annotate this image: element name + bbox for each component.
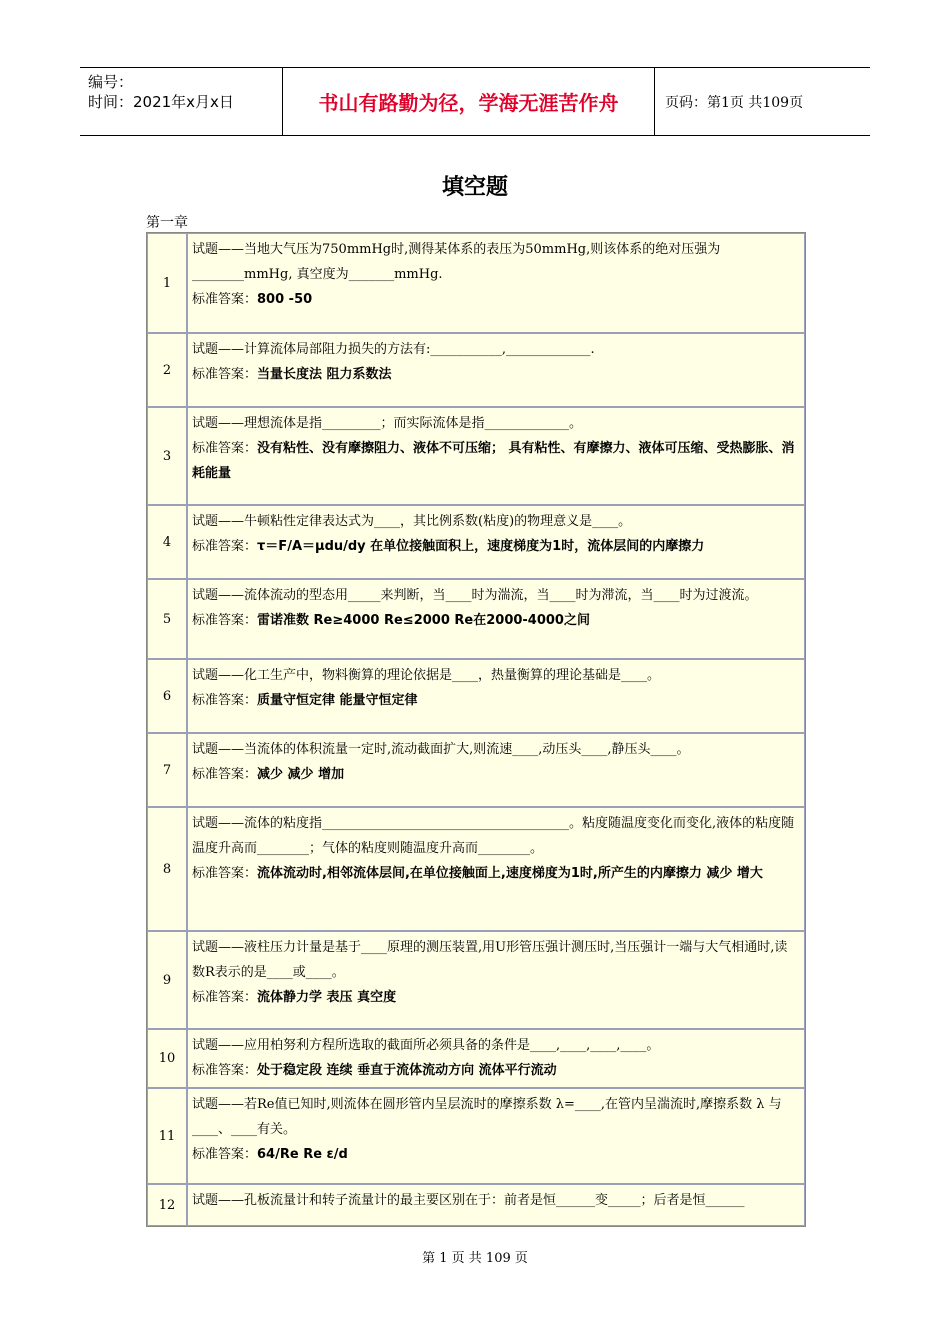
answer-line <box>192 1142 800 1167</box>
table-row <box>147 407 805 505</box>
document-title: 填空题 <box>441 175 508 200</box>
answer-text: 64/Re Re ε/d <box>257 1147 348 1162</box>
answer-text: 流体静力学 表压 真空度 <box>257 990 397 1005</box>
table-row <box>147 659 805 733</box>
question-number: 3 <box>147 407 187 505</box>
answer-label: 标准答案： <box>192 613 258 628</box>
question-number: 11 <box>147 1088 187 1184</box>
answer-label: 标准答案： <box>192 292 258 307</box>
question-number: 6 <box>147 659 187 733</box>
question-content <box>187 1029 805 1088</box>
table-row <box>147 233 805 333</box>
question-content <box>187 579 805 659</box>
question-text: 试题——化工生产中，物料衡算的理论依据是____，热量衡算的理论基础是____。 <box>192 668 661 683</box>
answer-label: 标准答案： <box>192 441 258 456</box>
answer-line <box>192 1058 800 1083</box>
answer-label: 标准答案： <box>192 1063 258 1078</box>
table-row <box>147 505 805 579</box>
answer-text: 当量长度法 阻力系数法 <box>257 367 392 382</box>
question-text: 试题——牛顿粘性定律表达式为____，其比例系数(粘度)的物理意义是____。 <box>192 514 632 529</box>
answer-line <box>192 534 800 559</box>
question-content <box>187 659 805 733</box>
question-number: 1 <box>147 233 187 333</box>
table-row <box>147 333 805 407</box>
question-text: 试题——当地大气压为750mmHg时,测得某体系的表压为50mmHg,则该体系的绝对压强为________mmHg, 真空度为_______mmHg. <box>192 242 721 282</box>
question-number: 8 <box>147 807 187 931</box>
question-number: 7 <box>147 733 187 807</box>
answer-text: 流体流动时,相邻流体层间,在单位接触面上,速度梯度为1时,所产生的内摩擦力 减少 增大 <box>257 866 763 881</box>
question-text: 试题——应用柏努利方程所选取的截面所必须具备的条件是____,____,____,____。 <box>192 1038 660 1053</box>
question-text: 试题——当流体的体积流量一定时,流动截面扩大,则流速____,动压头____,静压头____。 <box>192 742 690 757</box>
question-number: 9 <box>147 931 187 1029</box>
question-content <box>187 333 805 407</box>
answer-label: 标准答案： <box>192 767 258 782</box>
answer-label: 标准答案： <box>192 539 258 554</box>
question-number: 2 <box>147 333 187 407</box>
question-number: 5 <box>147 579 187 659</box>
question-text: 试题——若Re值已知时,则流体在圆形管内呈层流时的摩擦系数 λ=____,在管内呈湍流时,摩擦系数 λ 与____、____有关。 <box>192 1097 782 1137</box>
answer-line <box>192 762 800 787</box>
header-page-info: 页码：第1页 共109页 <box>665 94 804 111</box>
answer-text: 雷诺准数 Re≥4000 Re≤2000 Re在2000-4000之间 <box>257 613 590 628</box>
answer-line <box>192 608 800 633</box>
question-text: 试题——液柱压力计量是基于____原理的测压装置,用U形管压强计测压时,当压强计一端与大气相通时,读数R表示的是____或____。 <box>192 940 788 980</box>
table-row <box>147 1088 805 1184</box>
answer-text: 质量守恒定律 能量守恒定律 <box>257 693 418 708</box>
number-label: 编号： <box>88 73 134 91</box>
question-content <box>187 1184 805 1226</box>
answer-text: 没有粘性、没有摩擦阻力、液体不可压缩； 具有粘性、有摩擦力、液体可压缩、受热膨胀、消耗能量 <box>192 441 795 481</box>
table-row <box>147 1184 805 1226</box>
page-footer: 第 1 页 共 109 页 <box>422 1251 528 1266</box>
question-content <box>187 407 805 505</box>
answer-label: 标准答案： <box>192 866 258 881</box>
page-header <box>80 67 870 136</box>
time-label: 时间：2021年x月x日 <box>88 93 234 111</box>
answer-label: 标准答案： <box>192 693 258 708</box>
question-content <box>187 505 805 579</box>
answer-text: 800 -50 <box>257 292 313 307</box>
answer-label: 标准答案： <box>192 367 258 382</box>
answer-line <box>192 985 800 1010</box>
chapter-heading: 第一章 <box>146 215 188 231</box>
answer-text: τ＝F/A＝μdu/dy 在单位接触面积上，速度梯度为1时，流体层间的内摩擦力 <box>257 539 705 554</box>
header-info <box>80 68 282 135</box>
table-row <box>147 733 805 807</box>
question-content <box>187 807 805 931</box>
question-text: 试题——计算流体局部阻力损失的方法有:___________,_____________. <box>192 342 595 357</box>
question-number: 10 <box>147 1029 187 1088</box>
answer-line <box>192 861 800 886</box>
question-text: 试题——理想流体是指_________；而实际流体是指_____________。 <box>192 416 583 431</box>
question-content <box>187 1088 805 1184</box>
question-text: 试题——孔板流量计和转子流量计的最主要区别在于：前者是恒______变_____；后者是恒______ <box>192 1193 745 1208</box>
answer-label: 标准答案： <box>192 990 258 1005</box>
answer-line <box>192 436 800 486</box>
question-content <box>187 733 805 807</box>
question-content <box>187 931 805 1029</box>
answer-line <box>192 362 800 387</box>
question-number: 4 <box>147 505 187 579</box>
table-row <box>147 807 805 931</box>
answer-line <box>192 287 800 312</box>
question-table <box>146 232 806 1227</box>
question-content <box>187 233 805 333</box>
question-text: 试题——流体流动的型态用_____来判断，当____时为湍流，当____时为滞流，当____时为过渡流。 <box>192 588 758 603</box>
table-row <box>147 579 805 659</box>
answer-line <box>192 688 800 713</box>
answer-text: 处于稳定段 连续 垂直于流体流动方向 流体平行流动 <box>257 1063 557 1078</box>
answer-label: 标准答案： <box>192 1147 258 1162</box>
header-motto: 书山有路勤为径，学海无涯苦作舟 <box>282 68 655 135</box>
table-row <box>147 931 805 1029</box>
question-text: 试题——流体的粘度指______________________________________。粘度随温度变化而变化,液体的粘度随温度升高而________；气体的粘度则随温度升高而________。 <box>192 816 795 856</box>
question-number: 12 <box>147 1184 187 1226</box>
table-row <box>147 1029 805 1088</box>
answer-text: 减少 减少 增加 <box>257 767 345 782</box>
